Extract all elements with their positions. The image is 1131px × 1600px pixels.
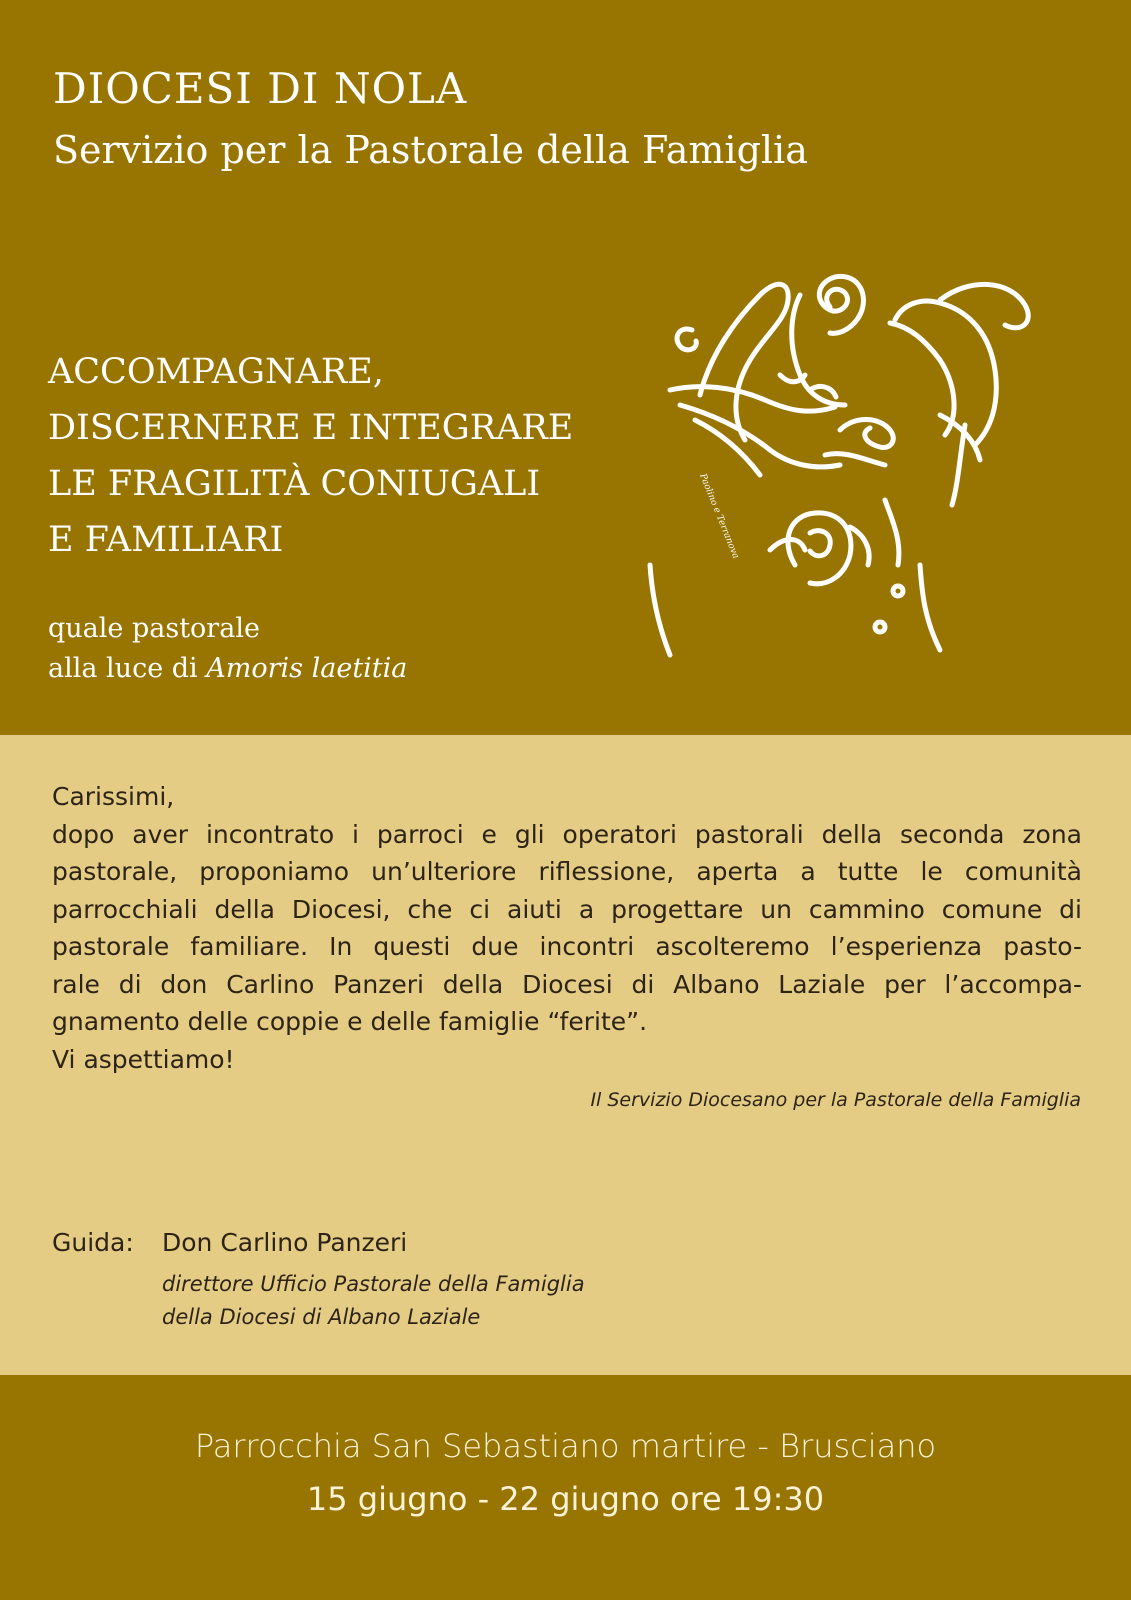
letter-line: rale di don Carlino Panzeri della Diocesi di Albano Laziale per l’accompa- [52, 969, 1082, 999]
subline-prefix: alla luce di [48, 653, 207, 684]
subline-line-1: quale pastorale [48, 613, 260, 644]
guide-role-line: della Diocesi di Albano Laziale [162, 1305, 481, 1329]
guide-role-line: direttore Ufficio Pastorale della Famiglia [162, 1272, 585, 1296]
event-band [0, 1375, 1131, 1600]
event-dates: 15 giugno - 22 giugno ore 19:30 [306, 1480, 825, 1518]
artist-signature: Paolino e Terranova [697, 472, 741, 561]
letter-signature: Il Servizio Diocesano per la Pastorale della Famiglia [590, 1089, 1081, 1111]
letter-line: pastorale, proponiamo un’ulteriore riflessione, aperta a tutte le comunità [52, 857, 1082, 886]
guide-name: Don Carlino Panzeri [162, 1228, 408, 1257]
letter-section [0, 735, 1131, 1375]
headline-line: E FAMILIARI [48, 520, 284, 560]
event-venue: Parrocchia San Sebastiano martire - Brusciano [194, 1427, 937, 1465]
headline-line: LE FRAGILITÀ CONIUGALI [48, 464, 541, 504]
family-calligraphy-icon [640, 265, 1060, 685]
event-headline [48, 344, 573, 568]
letter-body [52, 778, 1082, 1078]
event-subline [48, 609, 407, 689]
letter-line: pastorale familiare. In questi due incontri ascolteremo l’esperienza pasto- [52, 932, 1082, 961]
amoris-laetitia-title: Amoris laetitia [206, 653, 408, 684]
letter-line: gnamento delle coppie e delle famiglie “ferite”. [52, 1007, 648, 1036]
letter-line: dopo aver incontrato i parroci e gli operatori pastorali della seconda zona [52, 819, 1082, 849]
diocese-title: DIOCESI DI NOLA [53, 64, 468, 113]
headline-line: ACCOMPAGNARE, [48, 352, 384, 392]
guide-role [162, 1268, 585, 1334]
subline-line-2 [48, 649, 407, 689]
header-band [0, 0, 1131, 735]
letter-greeting: Carissimi, [52, 782, 175, 811]
headline-line: DISCERNERE E INTEGRARE [48, 408, 574, 448]
guide-label: Guida: [52, 1228, 134, 1257]
service-subtitle: Servizio per la Pastorale della Famiglia [53, 128, 808, 172]
letter-line: parrocchiali della Diocesi, che ci aiuti a progettare un cammino comune di [52, 894, 1082, 924]
letter-closing: Vi aspettiamo! [52, 1044, 235, 1074]
